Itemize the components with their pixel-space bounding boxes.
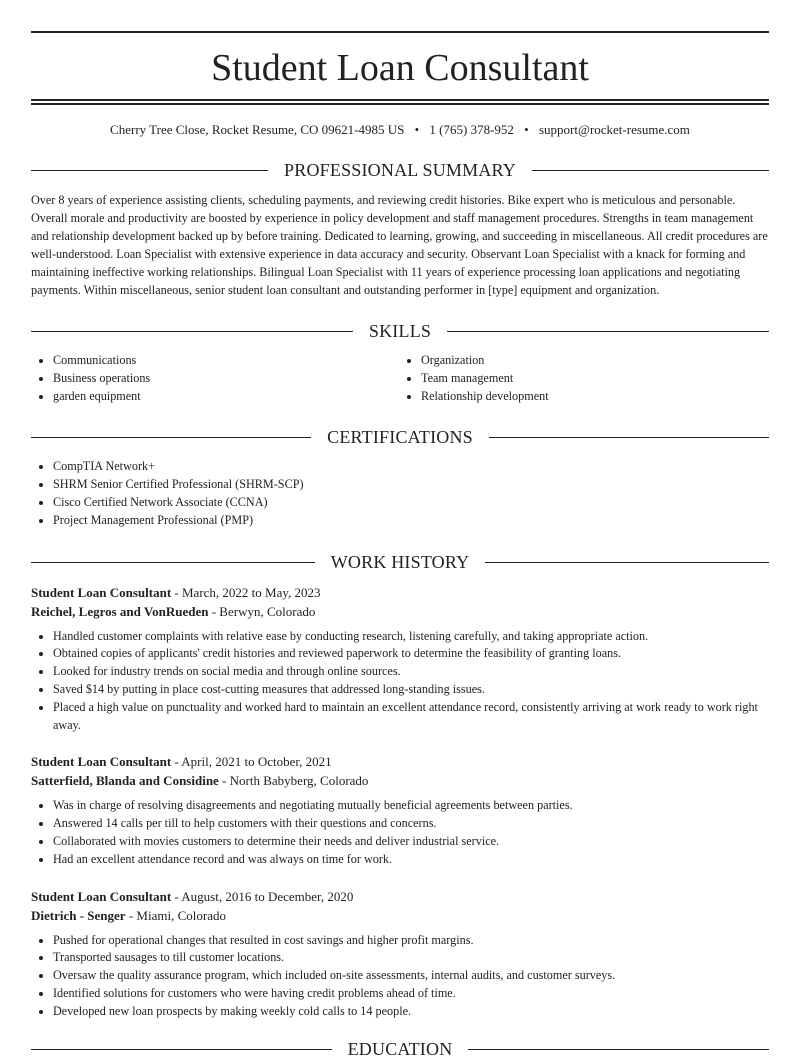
header-double-rule xyxy=(31,99,769,105)
heading-rule xyxy=(31,437,311,438)
skill-item: • Organization xyxy=(421,352,769,370)
skill-item: • Business operations xyxy=(53,370,400,388)
heading-rule xyxy=(31,331,353,332)
education-heading xyxy=(31,1039,769,1060)
heading-rule xyxy=(468,1049,769,1050)
certification-item: • Project Management Professional (PMP) xyxy=(53,512,769,530)
certifications-heading xyxy=(31,427,769,448)
job-entry xyxy=(31,583,769,735)
skill-item: • Team management xyxy=(421,370,769,388)
work-history xyxy=(31,583,769,1021)
job-bullets xyxy=(31,628,769,735)
contact-address: Cherry Tree Close, Rocket Resume, CO 09621-4985 US xyxy=(110,122,405,137)
skills-list-left xyxy=(31,352,400,405)
job-bullet: • Had an excellent attendance record and was always on time for work. xyxy=(53,851,769,869)
summary-heading xyxy=(31,160,769,181)
resume-name: Student Loan Consultant xyxy=(211,47,589,89)
skill-item: • Relationship development xyxy=(421,388,769,406)
contact-separator: • xyxy=(414,122,420,137)
job-location: - Miami, Colorado xyxy=(125,907,226,923)
job-company: Dietrich - Senger xyxy=(31,907,126,923)
summary-title: PROFESSIONAL SUMMARY xyxy=(284,160,516,180)
certifications-list xyxy=(31,458,769,529)
top-rule xyxy=(31,31,769,33)
job-title-line xyxy=(31,583,769,602)
job-bullet: • Transported sausages to till customer locations. xyxy=(53,949,769,967)
job-company-line xyxy=(31,906,769,925)
job-company-line xyxy=(31,602,769,621)
job-title-line xyxy=(31,887,769,906)
job-company: Satterfield, Blanda and Considine xyxy=(31,773,219,789)
job-bullet: • Obtained copies of applicants' credit histories and reviewed paperwork to determine the feasibility of granting loans. xyxy=(53,645,769,663)
education-title: EDUCATION xyxy=(347,1038,453,1059)
skills-heading xyxy=(31,321,769,342)
skill-item: • garden equipment xyxy=(53,388,400,406)
skills-columns xyxy=(31,352,769,405)
certifications-title: CERTIFICATIONS xyxy=(327,427,473,448)
job-location: - Berwyn, Colorado xyxy=(208,603,316,619)
heading-rule xyxy=(31,1049,332,1050)
heading-rule xyxy=(489,437,769,438)
heading-rule xyxy=(31,170,268,171)
job-entry xyxy=(31,752,769,868)
job-title: Student Loan Consultant xyxy=(31,584,172,600)
job-title-line xyxy=(31,752,769,771)
summary-text: Over 8 years of experience assisting clients, scheduling payments, and reviewing credit histories. Bike expert who is meticulous and personable. Overall morale and productivity are boosted by experience in policy development and staff management procedures. Strengths in team management and relationship development backed up by before training. Dedicated to learning, growing, and succeeding in miscellaneous. All credit procedures are well-understood. Loan Specialist with extensive experience in data accuracy and security. Observant Loan Specialist with a knack for forming and maintaining ineffective working relationships. Bilingual Loan Specialist with 11 years of experience processing loan applications and negotiating payments. Within miscellaneous, senior student loan consultant and outstanding performer in [type] equipment and organization. xyxy=(31,193,768,297)
resume-page xyxy=(31,0,769,1060)
job-entry xyxy=(31,887,769,1021)
job-bullet: • Was in charge of resolving disagreements and negotiating mutually beneficial agreements between parties. xyxy=(53,797,769,815)
heading-rule xyxy=(447,331,769,332)
job-bullet: • Placed a high value on punctuality and worked hard to maintain an excellent attendance record, consistently arriving at work ready to work right away. xyxy=(53,699,769,735)
skills-title: SKILLS xyxy=(368,321,432,341)
job-dates: - April, 2021 to October, 2021 xyxy=(171,754,332,770)
job-dates: - March, 2022 to May, 2023 xyxy=(171,584,321,600)
job-bullets xyxy=(31,932,769,1021)
job-bullet: • Looked for industry trends on social media and through online sources. xyxy=(53,663,769,681)
contact-separator: • xyxy=(524,122,529,137)
job-dates: - August, 2016 to December, 2020 xyxy=(171,888,354,904)
work-heading xyxy=(31,552,769,573)
heading-rule xyxy=(532,170,769,171)
job-title: Student Loan Consultant xyxy=(31,754,172,770)
skill-item: • Communications xyxy=(53,352,400,370)
job-company: Reichel, Legros and VonRueden xyxy=(31,603,209,619)
job-bullet: • Identified solutions for customers who were having credit problems ahead of time. xyxy=(53,985,769,1003)
work-title: WORK HISTORY xyxy=(330,551,470,572)
contact-phone: 1 (765) 378-952 xyxy=(429,122,514,137)
skills-list-right xyxy=(400,352,769,405)
job-bullet: • Oversaw the quality assurance program, which included on-site assessments, internal audits, and customer surveys. xyxy=(53,967,769,985)
job-title: Student Loan Consultant xyxy=(31,888,172,904)
job-bullet: • Answered 14 calls per till to help customers with their questions and concerns. xyxy=(53,815,769,833)
certification-item: • SHRM Senior Certified Professional (SHRM-SCP) xyxy=(53,476,769,494)
job-company-line xyxy=(31,771,769,790)
certification-item: • CompTIA Network+ xyxy=(53,458,769,476)
heading-rule xyxy=(485,562,769,563)
job-bullet: • Handled customer complaints with relative ease by conducting research, listening carefully, and taking appropriate action. xyxy=(53,628,769,646)
certification-item: • Cisco Certified Network Associate (CCNA) xyxy=(53,494,769,512)
job-bullet: • Pushed for operational changes that resulted in cost savings and higher profit margins. xyxy=(53,932,769,950)
heading-rule xyxy=(31,562,315,563)
job-location: - North Babyberg, Colorado xyxy=(218,773,369,789)
job-bullet: • Developed new loan prospects by making weekly cold calls to 14 people. xyxy=(53,1003,769,1021)
job-bullet: • Saved $14 by putting in place cost-cutting measures that addressed long-standing issues. xyxy=(53,681,769,699)
contact-email[interactable]: support@rocket-resume.com xyxy=(538,122,690,137)
contact-line xyxy=(31,122,769,138)
job-bullets xyxy=(31,797,769,868)
job-bullet: • Collaborated with movies customers to determine their needs and deliver industrial service. xyxy=(53,833,769,851)
